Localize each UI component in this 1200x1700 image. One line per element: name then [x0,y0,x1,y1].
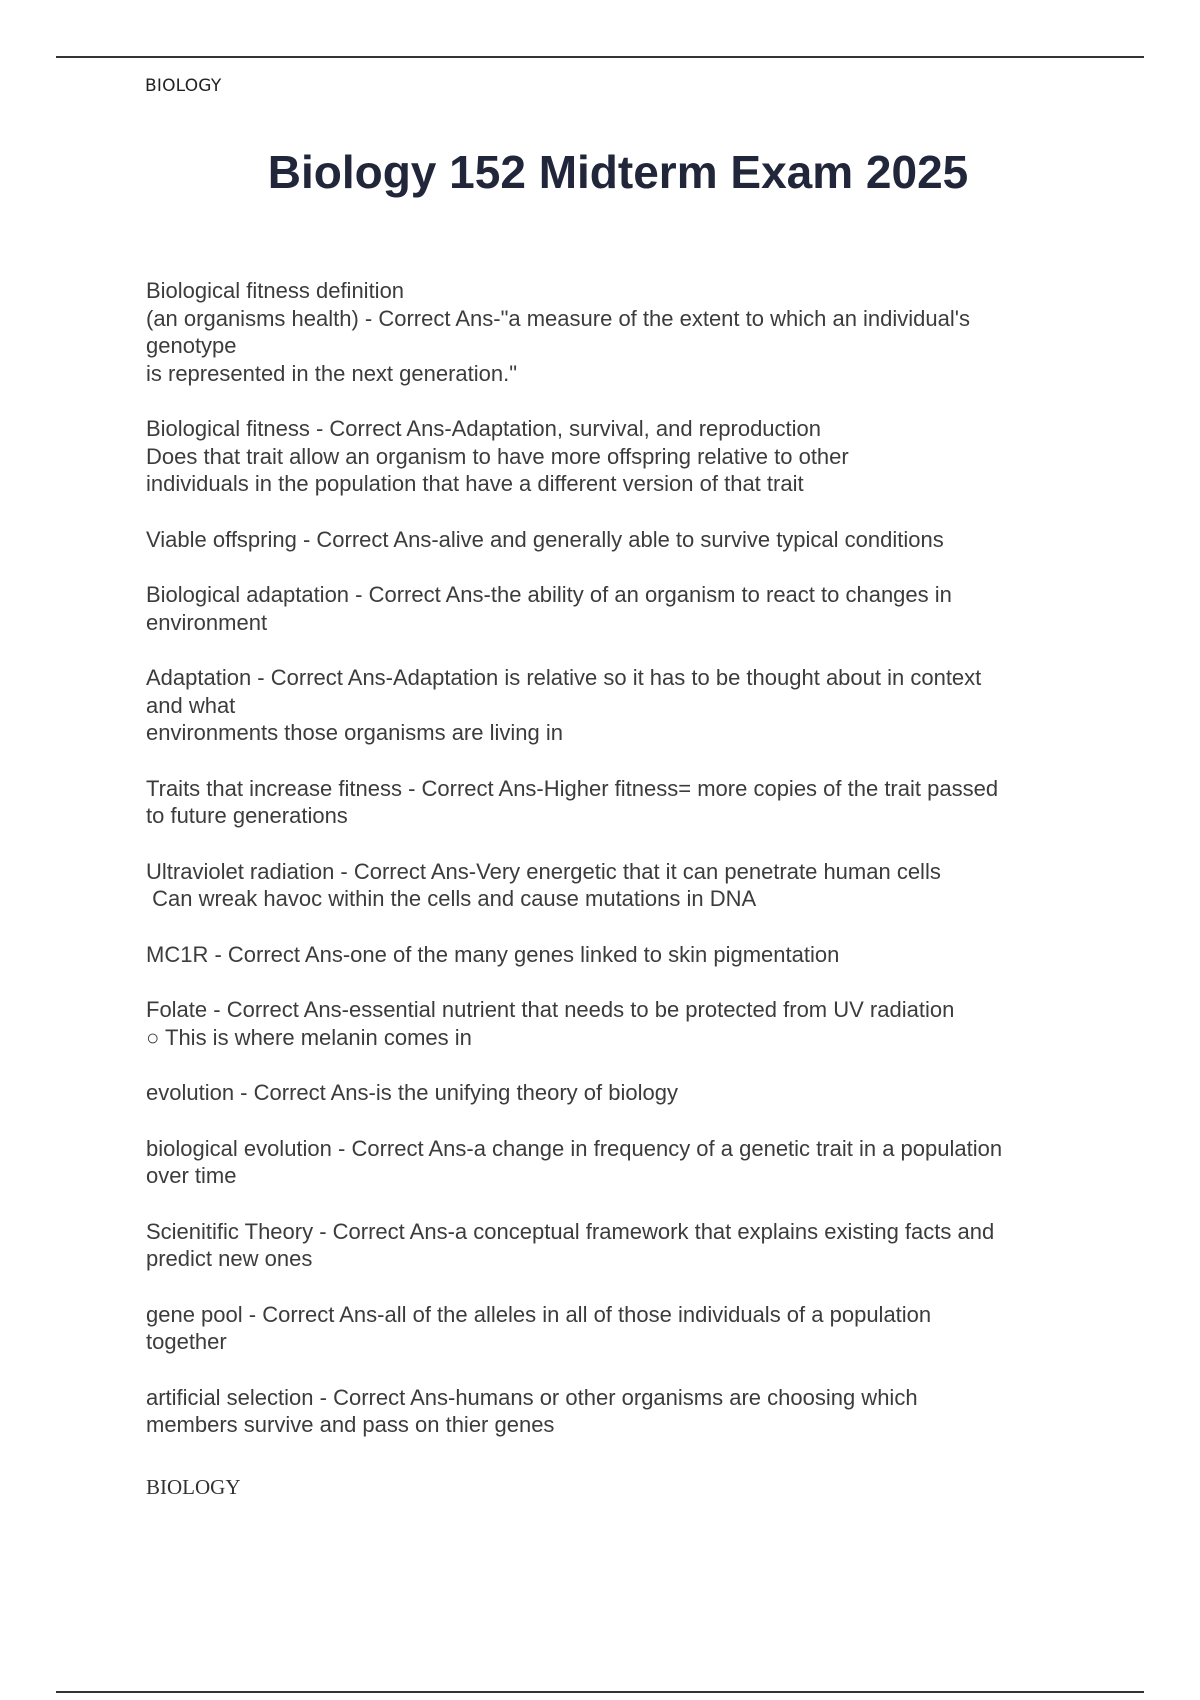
flashcard-entry [146,1135,1106,1190]
entry-text-line: Biological fitness - Correct Ans-Adaptation, survival, and reproduction [146,416,822,441]
bottom-divider [56,1691,1144,1693]
entry-text-line: is represented in the next generation." [146,360,518,386]
entry-text-line: Biological adaptation - Correct Ans-the ability of an organism to react to changes in [146,582,952,607]
flashcard-entry [146,858,1106,913]
flashcard-entry [146,415,1106,498]
entry-text-line: artificial selection - Correct Ans-humans or other organisms are choosing which [146,1384,918,1410]
running-header: BIOLOGY [145,76,222,96]
flashcard-entry [146,1218,1106,1273]
entry-text-line: environments those organisms are living in [146,720,563,745]
flashcard-entry [146,581,1106,636]
entry-text-line: over time [146,1163,237,1188]
entry-text-line: individuals in the population that have a different version of that trait [146,471,804,496]
entry-text-line: biological evolution - Correct Ans-a change in frequency of a genetic trait in a population [146,1135,1003,1161]
entry-text-line: Biological fitness definition [146,278,405,303]
entry-text-line: predict new ones [146,1246,313,1271]
entry-text-line: Folate - Correct Ans-essential nutrient that needs to be protected from UV radiation [146,997,955,1022]
flashcard-entry [146,941,1106,969]
flashcard-entry [146,1301,1106,1356]
entry-text-line: (an organisms health) - Correct Ans-"a measure of the extent to which an individual's [146,305,970,331]
flashcard-entry [146,775,1106,830]
entry-text-line: Viable offspring - Correct Ans-alive and generally able to survive typical conditions [146,526,944,552]
entry-text-line: Does that trait allow an organism to have more offspring relative to other [146,443,849,469]
entry-text-line: Can wreak havoc within the cells and cause mutations in DNA [146,886,757,911]
entry-text-line: environment [146,609,268,635]
entry-text-line: Traits that increase fitness - Correct Ans-Higher fitness= more copies of the trait passed [146,775,999,801]
entry-text-line: and what [146,692,236,718]
entry-text-line: to future generations [146,803,348,828]
document-title: Biology 152 Midterm Exam 2025 [267,146,969,198]
entry-text-line: Ultraviolet radiation - Correct Ans-Very energetic that it can penetrate human cells [146,858,941,884]
entry-text-line: MC1R - Correct Ans-one of the many genes linked to skin pigmentation [146,941,840,967]
flashcard-entry [146,996,1106,1051]
entry-text-line: evolution - Correct Ans-is the unifying theory of biology [146,1080,678,1105]
flashcard-entry [146,664,1106,747]
flashcard-entry [146,277,1106,387]
flashcard-entry [146,526,1106,554]
entry-text-line: genotype [146,333,237,358]
top-divider [56,56,1144,58]
entry-text-line: together [146,1329,227,1354]
entry-text-line: Adaptation - Correct Ans-Adaptation is relative so it has to be thought about in context [146,665,982,690]
entry-text-line: gene pool - Correct Ans-all of the alleles in all of those individuals of a population [146,1301,932,1327]
flashcard-entry [146,1079,1106,1107]
entry-text-line: Scienitific Theory - Correct Ans-a conceptual framework that explains existing facts and [146,1218,995,1244]
running-footer: BIOLOGY [146,1475,241,1499]
flashcard-entry [146,1384,1106,1439]
flashcard-list [146,277,1106,1467]
entry-text-line: members survive and pass on thier genes [146,1412,555,1437]
entry-text-line: ○ This is where melanin comes in [146,1024,472,1050]
